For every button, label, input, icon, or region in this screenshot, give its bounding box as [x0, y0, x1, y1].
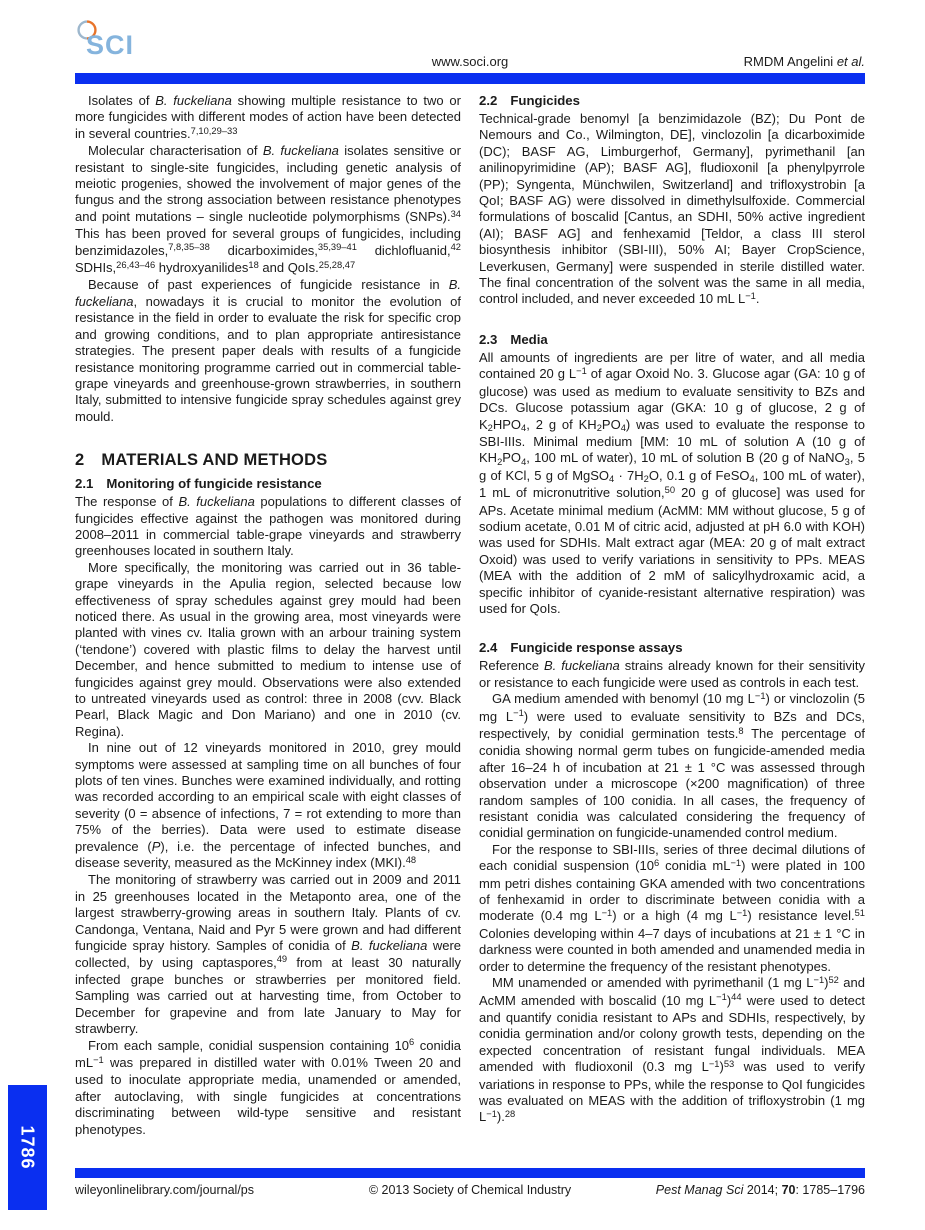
superscript-reference: 7,10,29–33 [190, 125, 238, 136]
heading-title: Monitoring of fungicide resistance [106, 476, 322, 492]
paragraph: In nine out of 12 vineyards monitored in 2010, grey mould symptoms were assessed at sampling time on all bunches of four plots of ten vines. Bunches were examined individually, and rotting was recorded according to an empirical scale with eight classes of severity (0 = absence of infections, 7 = rot extending to more than 75% of the berries). Data were used to estimate disease prevalence (P), i.e. the percentage of infected bunches, and disease severity, measured as the McKinney index (MKI).$^{48}$ [75, 740, 461, 871]
header-site-url[interactable]: www.soci.org [431, 54, 509, 69]
page-footer [75, 1183, 865, 1201]
superscript-reference: 42 [450, 242, 461, 253]
citation-journal-name: Pest Manag Sci [655, 1183, 744, 1197]
subscript-text: 2 [487, 422, 493, 433]
superscript-reference: −1 [813, 974, 825, 985]
italic-text: B. fuckeliana [155, 93, 232, 108]
superscript-reference: 6 [653, 858, 660, 869]
footer-rule [75, 1168, 865, 1178]
superscript-reference: 51 [854, 908, 865, 919]
superscript-reference: 6 [409, 1037, 415, 1048]
superscript-reference: 26,43–46 [116, 259, 156, 270]
paragraph: For the response to SBI-IIIs, series of three decimal dilutions of each conidial suspension ($10^6$ conidia $mL^{-1}$) were plated in 100 mm petri dishes containing GKA amended with two concentrations of fenhexamid in order to discriminate between conidia with a moderate (0.4 mg $L^{-1}$) or a high (4 mg $L^{-1}$) resistance level.$^{51}$ Colonies developing within 4–7 days of incubations at 21 ± 1 °C in darkness were counted in both amended and unamended media in order to determine the frequency of the resistant phenotypes. [479, 841, 865, 974]
superscript-reference: 53 [723, 1058, 735, 1069]
paragraph: Isolates of B. fuckeliana showing multiple resistance to two or more fungicides with different modes of action have been detected in several countries.$^{7,10,29-33}$ [75, 93, 461, 141]
superscript-reference: 18 [248, 259, 259, 270]
footer-copyright: © 2013 Society of Chemical Industry [368, 1183, 572, 1197]
superscript-reference: 34 [450, 208, 461, 219]
sci-logo-text: SCI [86, 30, 135, 60]
subsection-heading [479, 640, 865, 655]
paragraph: Molecular characterisation of B. fuckeliana isolates sensitive or resistant to single-site fungicides, including genetic analysis of meiotic progenies, showed the involvement of major genes of the fungus and the strong association between resistance phenotypes and point mutations – single nucleotide polymorphisms (SNPs).$^{34}$ This has been proved for several groups of fungicides, including benzimidazoles,$^{7,8,35-38}$ dicarboximides,$^{35,39-41}$ dichlofluanid,$^{42}$ SDHIs,$^{26,43-46}$ hydroxyanilides$^{18}$ and QoIs.$^{25,28,47}$ [75, 143, 461, 276]
italic-text: B. fuckeliana [75, 277, 461, 309]
subscript-text: 2 [643, 474, 649, 485]
subscript-text: 4 [749, 474, 755, 485]
heading-number: 2.1 [75, 476, 94, 492]
subscript-text: 4 [521, 422, 527, 433]
subscript-text: 4 [620, 422, 626, 433]
superscript-reference: −1 [576, 366, 587, 377]
footer-citation [656, 1183, 865, 1197]
paragraph: All amounts of ingredients are per litre of water, and all media contained 20 g $L^{-1}$ of agar Oxoid No. 3. Glucose agar (GA: 10 g of glucose) was used as medium to evaluate sensitivity to BZs and DCs. Glucose potassium agar (GKA: 10 g of glucose, 2 g of $K_2HPO_4$, 2 g of $KH_2PO_4$) was used to evaluate the response to SBI-IIIs. Minimal medium [MM: 10 mL of solution A (10 g of $KH_2PO_4$, 100 mL of water), 10 mL of solution B (20 g of NaNO$_3$, 5 g of KCl, 5 g of MgSO$_4$ · $7H_2O$, 0.1 g of FeSO$_4$, 100 mL of water), 1 mL of micronutritive solution,$^{50}$ 20 g of glucose] was used for APs. Acetate minimal medium (AcMM: MM without glucose, 5 g of sodium acetate, 0.01 M of citric acid, adjusted at pH 6.0 with KOH) was used for SDHIs. Malt extract agar (MEA: 20 g of malt extract Oxoid) was used to verify variations in sensitivity to PPs. MEAS (MEA with the addition of 2 mM of salicylhydroxamic acid, a specific inhibitor of cyanide-resistant alternative respiration) was used for QoIs. [479, 349, 865, 616]
paragraph: Because of past experiences of fungicide resistance in B. fuckeliana, nowadays it is crucial to monitor the evolution of resistance in the field in order to evaluate the risk for specific crop and growing conditions, and to plan appropriate antiresistance strategies. The present paper deals with results of a fungicide resistance monitoring programme carried out in commercial table-grape vineyards and greenhouse-grown strawberries, in southern Italy, submitted to intensive fungicide spray schedules against grey mould. [75, 277, 461, 424]
subsection-heading [479, 332, 865, 347]
page-number-tab [8, 1085, 47, 1210]
footer-journal-url[interactable]: wileyonlinelibrary.com/journal/ps [75, 1183, 255, 1197]
paragraph: GA medium amended with benomyl (10 mg $L^{-1}$) or vinclozolin (5 mg $L^{-1}$) were used to evaluate sensitivity to BZs and DCs, respectively, by conidial germination tests.$^8$ The percentage of conidia showing normal germ tubes on fungicide-amended media after 16–24 h of incubation at 21 ± 1 °C was assessed through observation under a microscope (×200 magnification) of three random samples of 100 conidia. In all cases, the frequency of resistant conidia was calculated considering the frequency of conidial germination on fungicide-unamended control medium. [479, 690, 865, 841]
page-header [75, 52, 865, 72]
paragraph: MM unamended or amended with pyrimethanil (1 mg $L^{-1})^{52}$ and AcMM amended with boscalid (10 mg $L^{-1})^{44}$ were used to detect and quantify conidia resistant to APs and SDHIs, respectively, by conidia germination and/or colony growth tests, depending on the expected concentration of resistant fungal individuals. MEA amended with fludioxonil (0.3 mg $L^{-1})^{53}$ was used to verify variations in response to PPs, while the response to QoI fungicides was evaluated on MEAS with the addition of trifloxystrobin (1 mg $L^{-1}).^{28}$ [479, 974, 865, 1125]
superscript-reference: 44 [731, 992, 742, 1003]
superscript-reference: 48 [405, 854, 417, 865]
italic-text: B. fuckeliana [543, 658, 620, 674]
heading-number: 2.2 [479, 93, 498, 108]
superscript-reference: −1 [93, 1054, 104, 1065]
superscript-reference: −1 [708, 1058, 720, 1069]
page-number: 1786 [18, 1125, 39, 1170]
superscript-reference: −1 [716, 992, 727, 1003]
superscript-reference: 52 [828, 974, 839, 985]
superscript-reference: 28 [504, 1109, 516, 1120]
superscript-reference: −1 [513, 708, 524, 719]
italic-text: B. fuckeliana [178, 494, 255, 510]
paragraph: The monitoring of strawberry was carried out in 2009 and 2011 in 25 greenhouses located in the Metaponto area, one of the largest strawberry-growing areas in southern Italy. Plants of cv. Candonga, Ventana, Naid and Pyr 5 were grown and had different fungicide spray history. Samples of conidia of B. fuckeliana were collected, by using captaspores,$^{49}$ from at least 30 naturally infected grape bunches or strawberries per monitored field. Sampling was carried out at harvesting time, from October to December for grapevine and from late January to May for strawberry. [75, 872, 461, 1037]
subsection-heading [479, 93, 865, 108]
article-body [75, 93, 865, 1163]
superscript-reference: 25,28,47 [318, 259, 356, 270]
subsection-heading [75, 476, 461, 491]
subscript-text: 2 [497, 456, 503, 467]
citation-volume: 70 [781, 1183, 796, 1197]
heading-title: MATERIALS AND METHODS [101, 451, 328, 470]
superscript-reference: 49 [276, 954, 288, 965]
italic-text: B. fuckeliana [351, 938, 428, 954]
paragraph: From each sample, conidial suspension containing $10^6$ conidia $mL^{-1}$ was prepared in distilled water with 0.01% Tween 20 and used to inoculate appropriate media, unamended or amended, after autoclaving, with single fungicides at concentrations discriminating between wild-type sensitive and resistant phenotypes. [75, 1037, 461, 1137]
superscript-reference: −1 [730, 858, 742, 869]
subscript-text: 4 [609, 474, 615, 485]
header-rule [75, 73, 865, 84]
paragraph: The response of B. fuckeliana populations to different classes of fungicides effective against the pathogen was monitored during 2008–2011 in commercial table-grape vineyards and strawberry greenhouses located in southern Italy. [75, 494, 461, 559]
superscript-reference: −1 [486, 1109, 497, 1120]
superscript-reference: 7,8,35–38 [168, 242, 210, 253]
paragraph: Technical-grade benomyl [a benzimidazole (BZ); Du Pont de Nemours and Co., Wilmington, DE], vinclozolin [a dicarboximide (DC); BASF AG, Limburgerhof, Germany], pyrimethanil [an anilinopyrimidine (AP); BASF AG], fludioxonil [a phenylpyrrole (PP); Syngenta, Münchwilen, Switzerland] and trifloxystrobin [a QoI; BASF AG) were dissolved in dimethylsulfoxide. Commercial formulations of boscalid [Cantus, an SDHI, 50% active ingredient (AI); BASF AG] and fenhexamid [Teldor, a class III sterol biosynthesis inhibitor (SBI-III), 50% AI; Bayer CropScience, Leverkusen, Germany] were suspended in sterile distilled water. The final concentration of the solvent was the same in all media, control included, and never exceeded 10 mL $L^{-1}$. [479, 111, 865, 307]
paragraph: Reference B. fuckeliana strains already known for their sensitivity or resistance to each fungicide were used as controls in each test. [479, 658, 865, 690]
italic-text: B. fuckeliana [262, 143, 339, 159]
superscript-reference: 8 [738, 725, 744, 736]
superscript-reference: 35,39–41 [317, 242, 357, 253]
superscript-reference: −1 [736, 908, 748, 919]
superscript-reference: −1 [601, 908, 613, 919]
subscript-text: 2 [596, 422, 602, 433]
citation-pages: : 1785–1796 [795, 1183, 865, 1197]
subscript-text: 3 [844, 456, 850, 467]
running-head-author-name: RMDM Angelini [743, 54, 837, 69]
superscript-reference: −1 [754, 690, 766, 701]
heading-number: 2.3 [479, 331, 498, 347]
paragraph: More specifically, the monitoring was carried out in 36 table-grape vineyards in the Apulia region, selected because low effectiveness of spray schedules against grey mould had been noticed there. As usual in the growing area, most vineyards were planted with vines cv. Italia grown with an arbour training system (‘tendone’) covered with plastic films to delay the harvest until December, and hence submitted to medium to intense use of fungicides against grey mould. Observations were also extended to untreated vineyards used as control: three in 2008 (cvv. Black Pearl, Black Magic and Don Mariano) and one in 2010 (cv. Regina). [75, 559, 461, 739]
italic-text: P [151, 838, 161, 854]
running-head-etal: et al. [836, 54, 865, 69]
heading-title: Fungicides [510, 93, 580, 108]
subscript-text: 4 [521, 456, 527, 467]
heading-title: Media [510, 331, 548, 347]
superscript-reference: 50 [664, 484, 676, 495]
citation-year: 2014; [743, 1183, 782, 1197]
heading-number: 2 [75, 451, 85, 470]
column-left [75, 93, 461, 1163]
column-right [479, 93, 865, 1163]
section-heading [75, 451, 461, 470]
heading-number: 2.4 [479, 640, 498, 656]
running-head-authors [744, 54, 865, 69]
heading-title: Fungicide response assays [510, 640, 683, 656]
superscript-reference: −1 [745, 291, 756, 302]
